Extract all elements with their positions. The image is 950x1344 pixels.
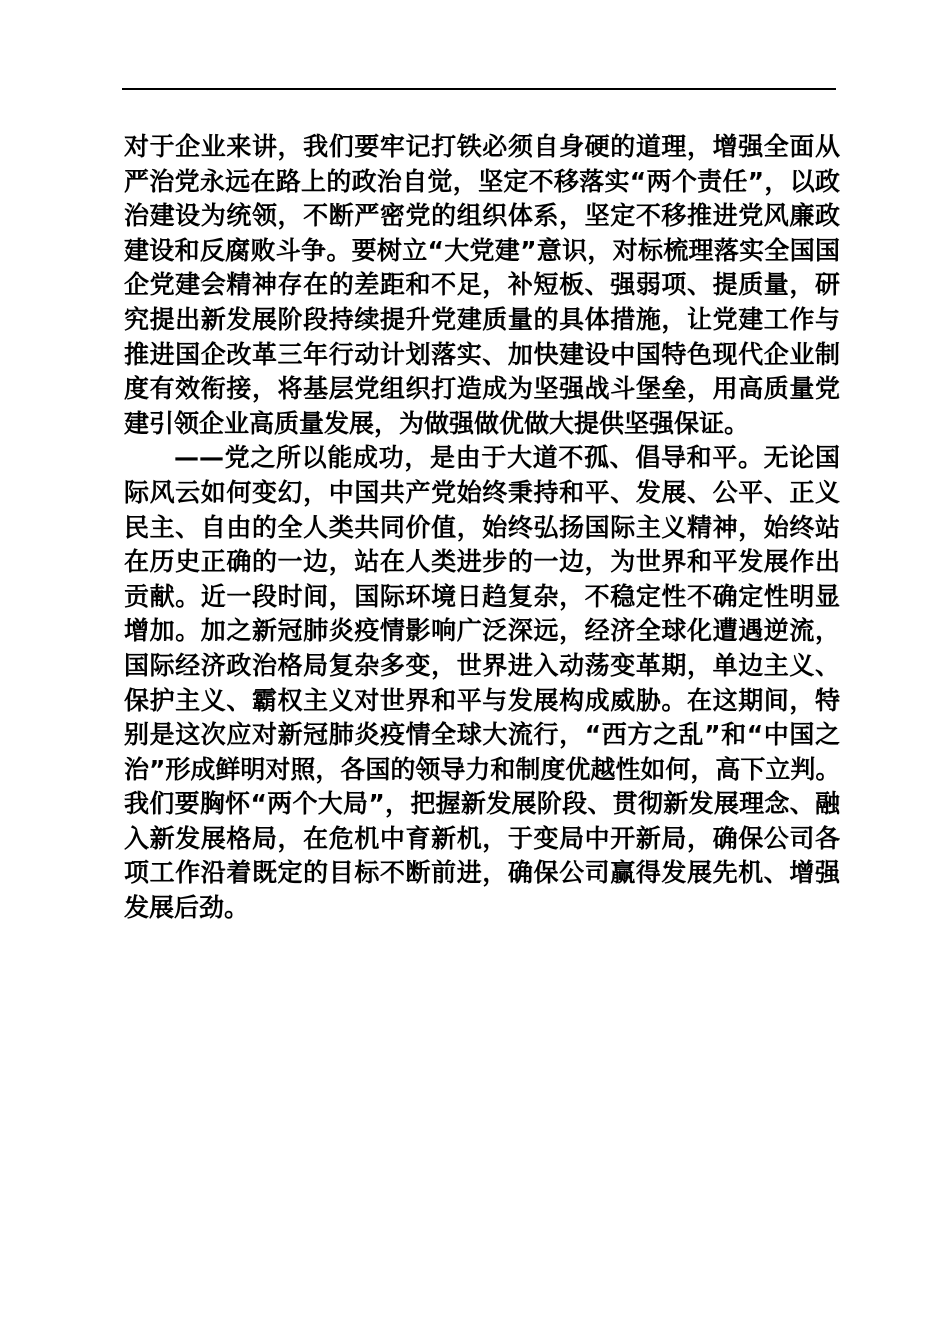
text-line: 严治党永远在路上的政治自觉，坚定不移落实“两个责任”，以政 — [124, 166, 840, 196]
text-line: 际风云如何变幻，中国共产党始终秉持和平、发展、公平、正义 — [124, 477, 840, 507]
text-line: 贡献。近一段时间，国际环境日趋复杂，不稳定性不确定性明显 — [124, 581, 840, 611]
text-line: ——党之所以能成功，是由于大道不孤、倡导和平。无论国 — [174, 443, 840, 473]
text-line: 国际经济政治格局复杂多变，世界进入动荡变革期，单边主义、 — [124, 650, 840, 680]
text-line: 建设和反腐败斗争。要树立“大党建”意识，对标梳理落实全国国 — [124, 235, 840, 265]
text-line: 发展后劲。 — [124, 893, 250, 923]
text-line: 企党建会精神存在的差距和不足，补短板、强弱项、提质量，研 — [124, 270, 840, 300]
text-line: 建引领企业高质量发展，为做强做优做大提供坚强保证。 — [124, 408, 750, 438]
header-rule — [122, 88, 836, 90]
body-text — [124, 130, 840, 926]
text-line: 我们要胸怀“两个大局”，把握新发展阶段、贯彻新发展理念、融 — [124, 789, 840, 819]
text-line: 究提出新发展阶段持续提升党建质量的具体措施，让党建工作与 — [124, 304, 840, 334]
text-line: 入新发展格局，在危机中育新机，于变局中开新局，确保公司各 — [124, 823, 840, 853]
text-line: 民主、自由的全人类共同价值，始终弘扬国际主义精神，始终站 — [124, 512, 840, 542]
text-line: 别是这次应对新冠肺炎疫情全球大流行，“西方之乱”和“中国之 — [124, 720, 840, 750]
text-line: 保护主义、霸权主义对世界和平与发展构成威胁。在这期间，特 — [124, 685, 840, 715]
text-line: 度有效衔接，将基层党组织打造成为坚强战斗堡垒，用高质量党 — [124, 374, 840, 404]
text-line: 对于企业来讲，我们要牢记打铁必须自身硬的道理，增强全面从 — [124, 132, 840, 161]
text-line: 项工作沿着既定的目标不断前进，确保公司赢得发展先机、增强 — [124, 858, 840, 888]
text-line: 治”形成鲜明对照，各国的领导力和制度优越性如何，高下立判。 — [124, 754, 841, 784]
text-line: 推进国企改革三年行动计划落实、加快建设中国特色现代企业制 — [124, 339, 840, 369]
text-line: 在历史正确的一边，站在人类进步的一边，为世界和平发展作出 — [124, 547, 840, 577]
text-line: 增加。加之新冠肺炎疫情影响广泛深远，经济全球化遭遇逆流， — [124, 616, 840, 646]
text-line: 治建设为统领，不断严密党的组织体系，坚定不移推进党风廉政 — [124, 201, 840, 231]
